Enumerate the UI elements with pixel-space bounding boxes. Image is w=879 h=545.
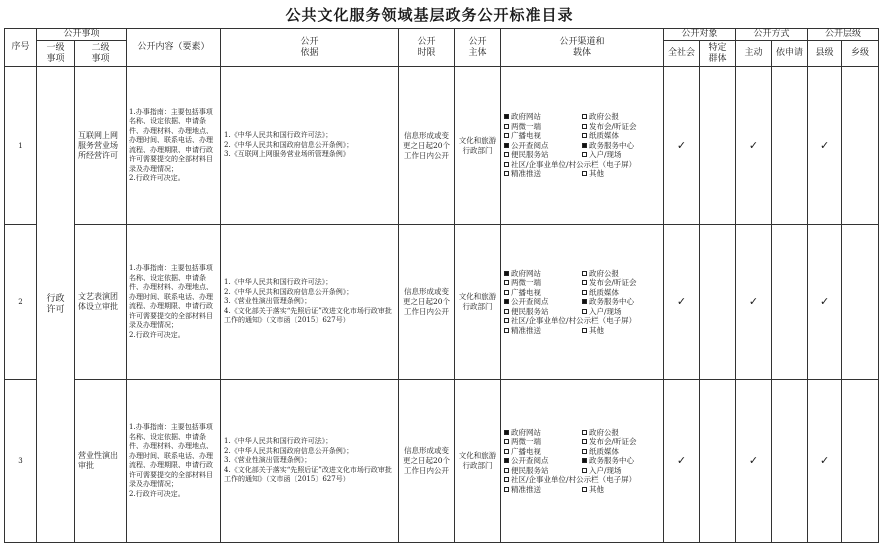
unchecked-box-icon [582,487,587,492]
unchecked-box-icon [504,280,509,285]
channel-label: 两微一端 [511,278,542,288]
channel-label: 便民服务站 [511,465,549,475]
table-row [5,225,879,380]
channel-label: 发布会/听证会 [589,437,637,447]
channel-option [504,316,660,326]
row-target-specific-check [700,225,736,380]
row-subject: 文化和旅游行政部门 [455,380,501,543]
unchecked-box-icon [504,477,509,482]
header-mode-apply: 依申请 [772,41,808,67]
channel-option [504,150,580,160]
channel-label: 两微一端 [511,121,542,131]
channel-option [582,122,660,132]
header-level2: 二级 事项 [75,41,127,67]
row-content: 1.办事指南：主要包括事项名称、设定依据、申请条件、办理材料、办理地点、办理时间、联系电话、办理流程、办理期限、申请行政许可需要提交的全部材料目录及办理情况； 2.行政许可决定。 [127,225,221,380]
row-content: 1.办事指南：主要包括事项名称、设定依据、申请条件、办理材料、办理地点、办理时间、联系电话、办理流程、办理期限、申请行政许可需要提交的全部材料目录及办理情况； 2.行政许可决定。 [127,67,221,225]
row-basis: 1.《中华人民共和国行政许可法》； 2.《中华人民共和国政府信息公开条例》； 3.《营业性演出管理条例》； 4.《文化部关于落实“先照后证”改进文化市场行政审批工作的通知》（文市函〔2015〕627号） [221,380,399,543]
check-mark-icon: ✓ [748,295,759,308]
row-time: 信息形成或变更之日起20个工作日内公开 [399,225,455,380]
unchecked-box-icon [582,133,587,138]
channel-label: 公开查阅点 [511,456,549,466]
unchecked-box-icon [582,468,587,473]
channel-option [582,456,660,466]
channel-label: 入户/现场 [589,306,622,316]
header-seq: 序号 [5,29,37,67]
channel-label: 政府公报 [589,268,620,278]
row-time: 信息形成或变更之日起20个工作日内公开 [399,380,455,543]
row-level-county-check [808,67,842,225]
channel-label: 社区/企事业单位/村公示栏（电子屏） [511,475,637,485]
channel-option [582,169,660,179]
channel-label: 政府网站 [511,427,542,437]
unchecked-box-icon [582,309,587,314]
channel-label: 发布会/听证会 [589,121,637,131]
channel-label: 政务服务中心 [589,140,635,150]
row-seq: 1 [5,67,37,225]
channel-label: 其他 [589,169,605,179]
row-target-specific-check [700,380,736,543]
unchecked-box-icon [504,309,509,314]
channel-option [582,131,660,141]
channel-label: 政务服务中心 [589,456,635,466]
check-mark-icon: ✓ [819,454,830,467]
row-channels [501,225,664,380]
channel-option [504,475,660,485]
channel-option [504,131,580,141]
unchecked-box-icon [582,271,587,276]
unchecked-box-icon [504,439,509,444]
header-level: 公开层级 [808,29,879,41]
row-mode-apply-check [772,380,808,543]
unchecked-box-icon [582,280,587,285]
channel-option [582,278,660,288]
channel-option [582,288,660,298]
channel-label: 便民服务站 [511,150,549,160]
channel-option [504,112,580,122]
channel-option [504,288,580,298]
channel-option [504,160,660,170]
row-basis: 1.《中华人民共和国行政许可法》； 2.《中华人民共和国政府信息公开条例》； 3.《互联网上网服务营业场所管理条例》 [221,67,399,225]
unchecked-box-icon [504,133,509,138]
channel-label: 纸质媒体 [589,287,620,297]
row-target-specific-check [700,67,736,225]
checked-box-icon [582,143,587,148]
channel-option [504,428,580,438]
row-mode-active-check [736,380,772,543]
header-subject: 公开 主体 [455,29,501,67]
channel-label: 政府公报 [589,427,620,437]
header-time: 公开 时限 [399,29,455,67]
check-mark-icon: ✓ [676,454,687,467]
row-mode-active-check [736,67,772,225]
checked-box-icon [582,299,587,304]
row-level-county-check [808,380,842,543]
row-channels [501,380,664,543]
row-target-all-check [664,380,700,543]
channel-label: 入户/现场 [589,150,622,160]
unchecked-box-icon [582,171,587,176]
row-subject: 文化和旅游行政部门 [455,67,501,225]
level1-item: 行政 许可 [37,67,75,543]
checked-box-icon [582,458,587,463]
unchecked-box-icon [504,171,509,176]
row-level-township-check [842,67,879,225]
check-mark-icon: ✓ [748,454,759,467]
channel-label: 精准推送 [511,169,542,179]
unchecked-box-icon [504,468,509,473]
checked-box-icon [504,143,509,148]
channel-label: 公开查阅点 [511,140,549,150]
channel-option [504,169,580,179]
channel-option [582,112,660,122]
unchecked-box-icon [504,124,509,129]
unchecked-box-icon [582,124,587,129]
channel-option [504,326,580,336]
header-mode: 公开方式 [736,29,808,41]
table-row [5,67,879,225]
row-target-all-check [664,67,700,225]
row-time: 信息形成或变更之日起20个工作日内公开 [399,67,455,225]
channel-label: 广播电视 [511,287,542,297]
channel-option [582,269,660,279]
unchecked-box-icon [504,318,509,323]
channel-label: 发布会/听证会 [589,278,637,288]
header-level1: 一级 事项 [37,41,75,67]
channel-option [504,466,580,476]
unchecked-box-icon [582,439,587,444]
channel-option [504,122,580,132]
row-target-all-check [664,225,700,380]
channel-label: 纸质媒体 [589,446,620,456]
row-subject: 文化和旅游行政部门 [455,225,501,380]
unchecked-box-icon [582,152,587,157]
header-level-township: 乡级 [842,41,879,67]
row-level-county-check [808,225,842,380]
header-target-specific: 特定 群体 [700,41,736,67]
unchecked-box-icon [582,290,587,295]
channel-option [504,437,580,447]
channel-label: 精准推送 [511,484,542,494]
channel-option [504,141,580,151]
checked-box-icon [504,458,509,463]
channel-label: 入户/现场 [589,465,622,475]
check-mark-icon: ✓ [748,138,759,152]
unchecked-box-icon [504,487,509,492]
channel-option [582,326,660,336]
channel-label: 政府公报 [589,112,620,122]
unchecked-box-icon [504,449,509,454]
channel-option [582,307,660,317]
channel-label: 政府网站 [511,112,542,122]
channel-option [582,141,660,151]
document-title: 公共文化服务领域基层政务公开标准目录 [285,6,574,24]
check-mark-icon: ✓ [676,138,687,152]
header-target-all: 全社会 [664,41,700,67]
channel-label: 其他 [589,325,605,335]
unchecked-box-icon [582,449,587,454]
channel-option [582,447,660,457]
channel-option [504,456,580,466]
channel-option [504,447,580,457]
channel-option [582,428,660,438]
disclosure-standard-table [4,28,879,543]
channel-label: 其他 [589,484,605,494]
row-content: 1.办事指南：主要包括事项名称、设定依据、申请条件、办理材料、办理地点、办理时间、联系电话、办理流程、办理期限、申请行政许可需要提交的全部材料目录及办理情况； 2.行政许可决定。 [127,380,221,543]
row-mode-apply-check [772,225,808,380]
channel-label: 政府网站 [511,268,542,278]
unchecked-box-icon [504,162,509,167]
unchecked-box-icon [504,152,509,157]
check-mark-icon: ✓ [676,295,687,308]
row-level-township-check [842,380,879,543]
channel-label: 政务服务中心 [589,297,635,307]
unchecked-box-icon [504,290,509,295]
checked-box-icon [504,271,509,276]
unchecked-box-icon [582,328,587,333]
channel-label: 社区/企事业单位/村公示栏（电子屏） [511,316,637,326]
channel-option [582,437,660,447]
header-channels: 公开渠道和 载体 [501,29,664,67]
table-row [5,380,879,543]
row-seq: 3 [5,380,37,543]
row-level2-item: 营业性演出审批 [75,380,127,543]
checked-box-icon [504,299,509,304]
row-seq: 2 [5,225,37,380]
header-mode-active: 主动 [736,41,772,67]
header-content: 公开内容（要素） [127,29,221,67]
channel-option [504,269,580,279]
channel-option [504,278,580,288]
channel-option [582,466,660,476]
channel-label: 精准推送 [511,325,542,335]
channel-option [504,307,580,317]
channel-option [504,485,580,495]
channel-label: 两微一端 [511,437,542,447]
row-level-township-check [842,225,879,380]
header-target: 公开对象 [664,29,736,41]
check-mark-icon: ✓ [819,138,830,152]
unchecked-box-icon [582,114,587,119]
row-level2-item: 互联网上网服务营业场所经营许可 [75,67,127,225]
row-mode-apply-check [772,67,808,225]
row-channels [501,67,664,225]
row-mode-active-check [736,225,772,380]
channel-label: 广播电视 [511,446,542,456]
channel-label: 广播电视 [511,131,542,141]
check-mark-icon: ✓ [819,295,830,308]
unchecked-box-icon [582,430,587,435]
unchecked-box-icon [504,328,509,333]
channel-option [504,297,580,307]
channel-option [582,150,660,160]
channel-option [582,485,660,495]
channel-label: 便民服务站 [511,306,549,316]
checked-box-icon [504,430,509,435]
row-basis: 1.《中华人民共和国行政许可法》； 2.《中华人民共和国政府信息公开条例》； 3.《营业性演出管理条例》； 4.《文化部关于落实“先照后证”改进文化市场行政审批工作的通知》（文市函〔2015〕627号） [221,225,399,380]
header-basis: 公开 依据 [221,29,399,67]
channel-label: 社区/企事业单位/村公示栏（电子屏） [511,159,637,169]
channel-label: 公开查阅点 [511,297,549,307]
channel-option [582,297,660,307]
checked-box-icon [504,114,509,119]
channel-label: 纸质媒体 [589,131,620,141]
row-level2-item: 文艺表演团体设立审批 [75,225,127,380]
header-level-county: 县级 [808,41,842,67]
header-public-item: 公开事项 [37,29,127,41]
